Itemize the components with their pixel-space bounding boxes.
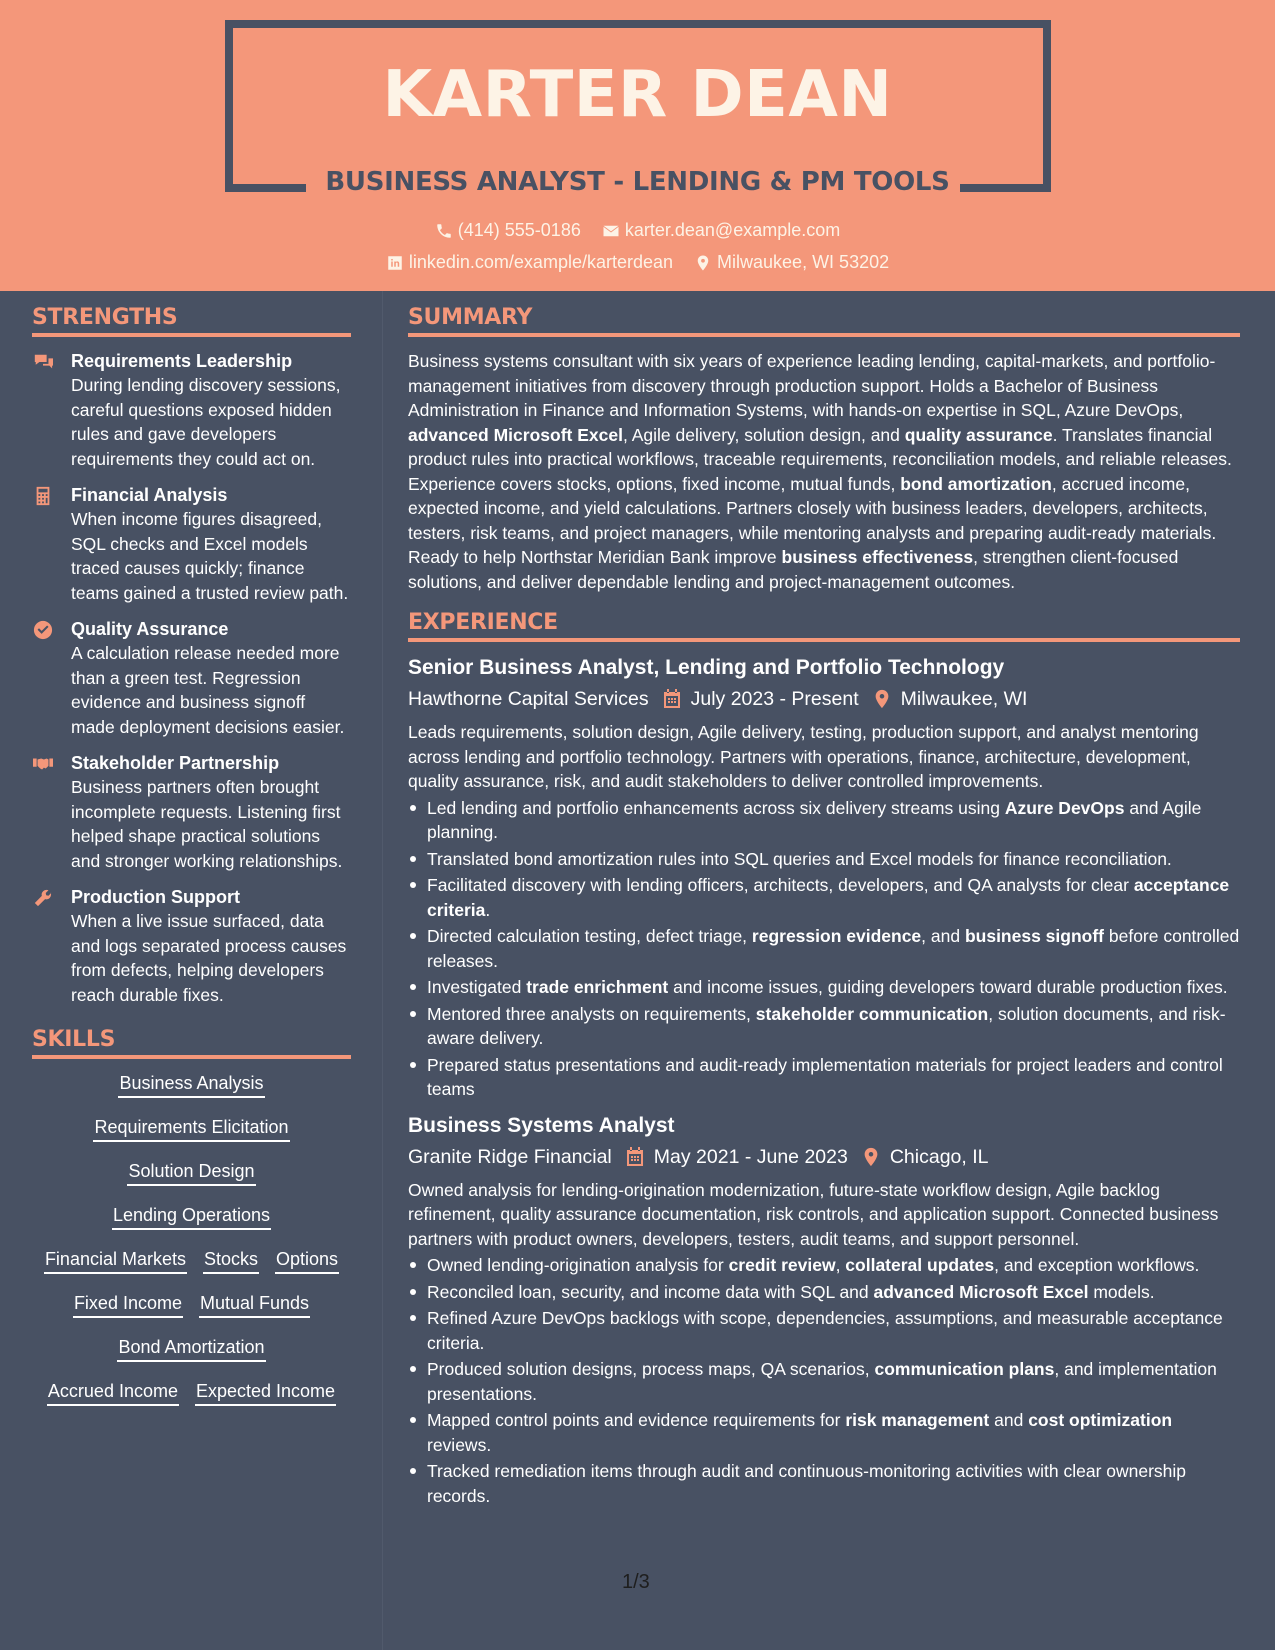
job-title: Business Systems Analyst [408, 1113, 675, 1137]
bullet-item [408, 1053, 1240, 1102]
check-circle-icon [32, 620, 54, 640]
bold-text: collateral updates [845, 1255, 995, 1275]
text-segment: Refined Azure DevOps backlogs with scope, dependencies, assumptions, and measurable acceptance criteria. [427, 1308, 1223, 1353]
bold-text: business effectiveness [781, 547, 974, 567]
text-segment: and Agile planning. [427, 797, 1202, 842]
bullet-item [408, 1002, 1240, 1051]
left-column [32, 305, 351, 1423]
skill-tag: Solution Design [127, 1159, 255, 1186]
column-divider [382, 291, 383, 1650]
job-company: Granite Ridge Financial [408, 1145, 612, 1168]
text-segment: reviews. [427, 1434, 492, 1455]
skill-tag: Options [275, 1247, 339, 1274]
skills-list [32, 1071, 351, 1406]
job-description: Owned analysis for lending-origination modernization, future-state workflow design, Agile backlog refinement, quality assurance documentation, risk controls, and application support. Connected business partners with product owners, developers, testers, audit teams, and support personnel. [408, 1179, 1219, 1249]
job-entry [408, 654, 1240, 1102]
strength-item [32, 349, 351, 471]
strength-desc: Business partners often brought incomplete requests. Listening first helped shape practical solutions and stronger working relationships. [71, 777, 343, 871]
map-pin-icon [694, 254, 712, 272]
bold-text: Azure DevOps [1004, 797, 1125, 818]
skill-row [32, 1115, 351, 1142]
bold-text: bond amortization [900, 473, 1052, 494]
bullet-item [408, 873, 1240, 922]
skill-row [32, 1379, 351, 1406]
contact-location [694, 252, 889, 273]
contact-phone[interactable] [435, 220, 581, 241]
map-pin-icon [873, 689, 891, 709]
map-pin-icon [862, 1147, 880, 1167]
text-segment: Business systems consultant with six years of experience leading lending, capital-markets, and portfolio-management initiatives from discovery through production support. Holds a Bachelor of Business Administration in Finance and Information Systems, with hands-on expertise in SQL, Azure DevOps, [408, 351, 1216, 420]
text-segment: . [485, 899, 491, 920]
bullet-item [408, 924, 1240, 973]
calendar-icon [663, 689, 681, 709]
jobs-list [408, 654, 1240, 1508]
bold-text: cost optimization [1028, 1410, 1173, 1430]
bold-text: trade enrichment [526, 977, 669, 997]
calendar-icon [626, 1147, 644, 1167]
skill-tag: Mutual Funds [199, 1291, 310, 1318]
text-segment: , [835, 1255, 846, 1275]
strength-title: Requirements Leadership [71, 351, 293, 371]
skill-row [32, 1159, 351, 1186]
text-segment: , accrued income, expected income, and yield calculations. Partners closely with business leaders, developers, architects, testers, risk teams, and project managers, while mentoring analysts and preparing audit-ready materials. Ready to help Northstar Meridian Bank improve [408, 473, 1217, 567]
text-segment: , solution documents, and risk-aware delivery. [427, 1003, 1226, 1048]
experience-heading: EXPERIENCE [408, 610, 1240, 642]
contact-line-2 [0, 252, 1275, 277]
phone-icon [435, 222, 453, 240]
strength-item [32, 885, 351, 1007]
text-segment: Prepared status presentations and audit-ready implementation materials for project leaders and control teams [427, 1054, 1223, 1099]
bold-text: communication plans [874, 1359, 1055, 1379]
strength-title: Stakeholder Partnership [71, 753, 280, 773]
text-segment: Investigated [427, 977, 527, 997]
job-meta [408, 1143, 1240, 1171]
strengths-heading: STRENGTHS [32, 305, 351, 337]
text-segment: , Agile delivery, solution design, and [622, 424, 905, 445]
strength-desc: When a live issue surfaced, data and logs separated process causes from defects, helping developers reach durable fixes. [71, 911, 347, 1005]
text-segment: Translated bond amortization rules into SQL queries and Excel models for finance reconciliation. [427, 848, 1172, 869]
bold-text: quality assurance [904, 424, 1053, 445]
job-dates: May 2021 - June 2023 [653, 1145, 848, 1168]
skill-tag: Business Analysis [118, 1071, 264, 1098]
skill-row [32, 1247, 351, 1274]
text-segment: before controlled releases. [427, 926, 1240, 971]
bullet-item [408, 796, 1240, 845]
skills-heading: SKILLS [32, 1027, 351, 1059]
text-segment: Mapped control points and evidence requirements for [427, 1410, 846, 1430]
text-segment: Reconciled loan, security, and income data with SQL and [427, 1281, 874, 1302]
candidate-name: KARTER DEAN [382, 58, 893, 132]
linkedin-icon [386, 254, 404, 272]
text-segment: models. [1088, 1281, 1155, 1302]
bullet-item [408, 1459, 1240, 1508]
text-segment: Directed calculation testing, defect triage, [427, 926, 752, 946]
text-segment: , and exception workflows. [994, 1255, 1200, 1275]
bold-text: acceptance criteria [427, 875, 1230, 920]
wrench-icon [32, 888, 54, 908]
skill-tag: Expected Income [195, 1379, 336, 1406]
bullet-item [408, 1280, 1240, 1305]
strengths-list [32, 349, 351, 1007]
calculator-icon [32, 486, 54, 506]
strength-title: Financial Analysis [71, 485, 228, 505]
text-segment: and [989, 1410, 1029, 1430]
job-company: Hawthorne Capital Services [408, 688, 649, 710]
bold-text: advanced Microsoft Excel [408, 424, 623, 445]
job-location: Milwaukee, WI [900, 688, 1028, 710]
contact-line-1 [0, 220, 1275, 245]
strength-desc: During lending discovery sessions, careful questions exposed hidden rules and gave developers requirements they could act on. [71, 375, 341, 469]
bullet-item [408, 1408, 1240, 1457]
contact-email[interactable] [602, 220, 840, 241]
bullet-item [408, 1253, 1240, 1278]
strength-item [32, 617, 351, 739]
location-text: Milwaukee, WI 53202 [717, 252, 890, 272]
text-segment: and income issues, guiding developers toward durable production fixes. [668, 977, 1228, 997]
phone-text: (414) 555-0186 [457, 220, 581, 240]
summary-text [408, 349, 1240, 594]
text-segment: Led lending and portfolio enhancements across six delivery streams using [427, 797, 1005, 818]
skill-row [32, 1071, 351, 1098]
text-segment: Mentored three analysts on requirements, [427, 1003, 756, 1024]
job-dates: July 2023 - Present [690, 688, 859, 710]
bullet-item [408, 975, 1240, 1000]
summary-heading: SUMMARY [408, 305, 1240, 337]
skill-tag: Financial Markets [44, 1247, 187, 1274]
strength-desc: A calculation release needed more than a green test. Regression evidence and business signoff made deployment decisions easier. [71, 643, 345, 737]
page-number: 1/3 [622, 1571, 650, 1593]
bold-text: regression evidence [751, 926, 922, 946]
bold-text: business signoff [964, 926, 1104, 946]
email-text: karter.dean@example.com [624, 220, 841, 240]
resume-header [0, 0, 1275, 291]
text-segment: , and [921, 926, 965, 946]
strength-item [32, 483, 351, 605]
bullet-item [408, 1306, 1240, 1355]
bold-text: risk management [845, 1410, 990, 1430]
skill-row [32, 1335, 351, 1362]
job-entry [408, 1112, 1240, 1509]
skill-tag: Requirements Elicitation [93, 1115, 289, 1142]
contact-linkedin[interactable] [386, 252, 673, 273]
job-location: Chicago, IL [889, 1145, 989, 1168]
text-segment: Tracked remediation items through audit and continuous-monitoring activities with clear ownership records. [427, 1461, 1187, 1506]
text-segment: , strengthen client-focused solutions, and deliver dependable lending and project-management outcomes. [408, 547, 1179, 592]
bold-text: credit review [728, 1255, 836, 1275]
strength-title: Production Support [71, 887, 240, 907]
strength-desc: When income figures disagreed, SQL checks and Excel models traced causes quickly; finance teams gained a trusted review path. [71, 509, 349, 603]
right-column [408, 305, 1240, 1510]
text-segment: . Translates financial product rules into practical workflows, traceable requirements, reconciliation models, and reliable releases. Experience covers stocks, options, fixed income, mutual funds, [408, 424, 1232, 494]
bullet-item [408, 847, 1240, 872]
bold-text: stakeholder communication [755, 1003, 989, 1024]
skill-row [32, 1291, 351, 1318]
text-segment: Produced solution designs, process maps, QA scenarios, [427, 1359, 875, 1379]
job-bullets [408, 796, 1240, 1102]
chat-bubbles-icon [32, 352, 54, 372]
job-title: Senior Business Analyst, Lending and Portfolio Technology [408, 656, 1005, 679]
handshake-icon [32, 754, 54, 774]
skill-tag: Bond Amortization [117, 1335, 265, 1362]
job-description: Leads requirements, solution design, Agile delivery, testing, production support, and analyst mentoring across lending and portfolio technology. Partners with operations, finance, architecture, development, quality assurance, risk, and audit stakeholders to deliver controlled improvements. [408, 722, 1199, 791]
text-segment: , and implementation presentations. [427, 1359, 1217, 1404]
strength-title: Quality Assurance [71, 619, 229, 639]
envelope-icon [602, 222, 620, 240]
skill-tag: Accrued Income [47, 1379, 179, 1406]
candidate-role: BUSINESS ANALYST - LENDING & PM TOOLS [325, 167, 950, 197]
bold-text: advanced Microsoft Excel [873, 1281, 1089, 1302]
text-segment: Facilitated discovery with lending officers, architects, developers, and QA analysts for clear [427, 875, 1134, 895]
job-bullets [408, 1253, 1240, 1508]
skill-tag: Lending Operations [112, 1203, 271, 1230]
linkedin-text: linkedin.com/example/karterdean [408, 252, 674, 272]
skill-row [32, 1203, 351, 1230]
text-segment: Owned lending-origination analysis for [427, 1255, 729, 1275]
job-meta [408, 685, 1240, 713]
skill-tag: Stocks [203, 1247, 259, 1274]
strength-item [32, 751, 351, 873]
skill-tag: Fixed Income [73, 1291, 183, 1318]
bullet-item [408, 1357, 1240, 1406]
